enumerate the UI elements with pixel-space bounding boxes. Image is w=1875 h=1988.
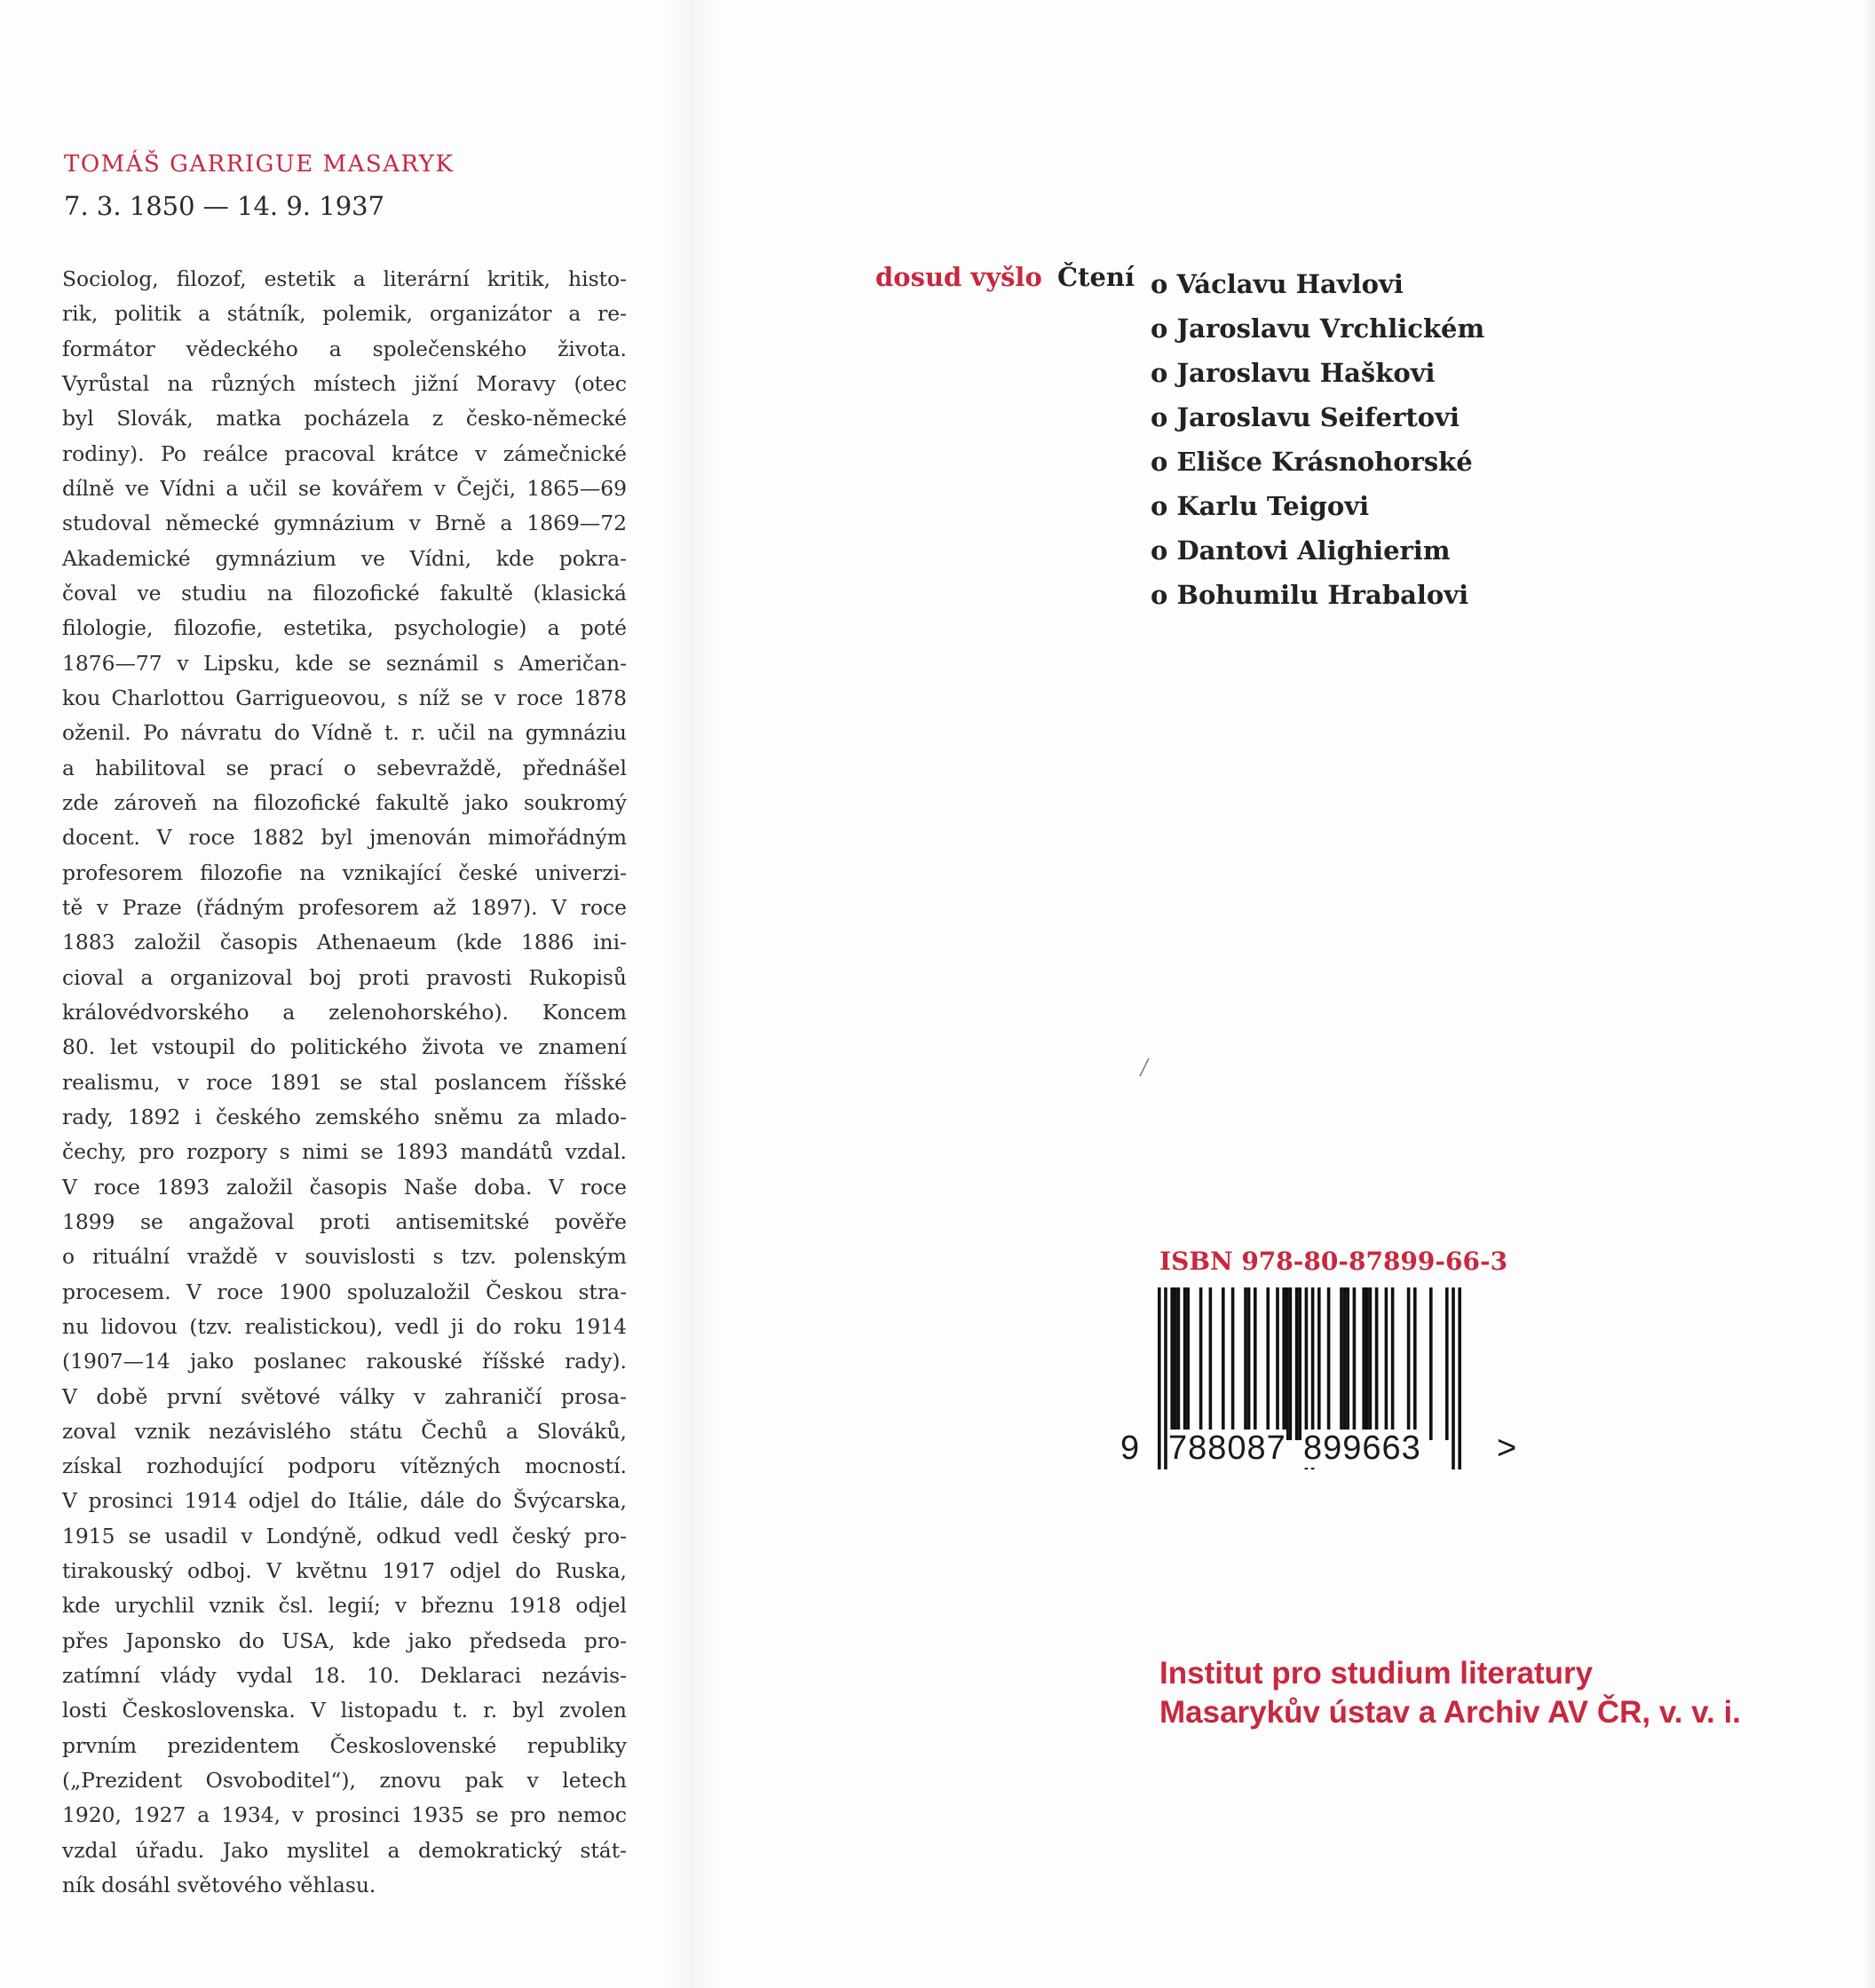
barcode-bar <box>1429 1287 1433 1440</box>
spine-shadow <box>664 0 717 1988</box>
barcode-quiet-mark: > <box>1497 1430 1518 1467</box>
barcode-bar <box>1327 1287 1331 1440</box>
series-title: o Karlu Teigovi <box>1151 491 1370 521</box>
bio-line: oženil. Po návratu do Vídně t. r. učil na gymnáziu <box>62 720 627 746</box>
barcode-bar <box>1186 1287 1190 1440</box>
bio-line: zoval vznik nezávislého státu Čechů a Slováků, <box>62 1418 627 1444</box>
barcode-bar <box>1369 1287 1373 1440</box>
barcode-bar <box>1346 1287 1349 1440</box>
barcode-bar <box>1353 1287 1357 1440</box>
series-label: dosud vyšlo <box>875 262 1042 292</box>
bio-line: čechy, pro rozpory s nimi se 1893 mandátů vzdal. <box>62 1139 627 1165</box>
barcode-bar <box>1247 1287 1251 1440</box>
barcode-bar <box>1340 1287 1343 1440</box>
series-title: o Václavu Havlovi <box>1151 269 1404 299</box>
bio-line: V roce 1893 založil časopis Naše doba. V roce <box>62 1174 627 1200</box>
bio-line: ník dosáhl světového věhlasu. <box>62 1873 376 1898</box>
bio-line: 1915 se usadil v Londýně, odkud vedl český pro- <box>62 1523 627 1548</box>
barcode-bar <box>1343 1287 1347 1440</box>
barcode-bar <box>1295 1287 1299 1440</box>
bio-line: Sociolog, filozof, estetik a literární kritik, histo- <box>62 266 627 291</box>
barcode-bar <box>1254 1287 1257 1440</box>
series-title: o Elišce Krásnohorské <box>1151 447 1473 477</box>
bio-line: rik, politik a státník, polemik, organizátor a re- <box>62 301 627 327</box>
cover-edge <box>1863 0 1875 1988</box>
barcode-bar <box>1209 1287 1213 1440</box>
bio-line: vzdal úřadu. Jako myslitel a demokratický stát- <box>62 1837 627 1863</box>
bio-line: čoval ve studiu na filozofické fakultě (klasická <box>62 580 627 606</box>
bio-line: zde zároveň na filozofické fakultě jako soukromý <box>62 789 627 815</box>
barcode-bar <box>1222 1287 1225 1440</box>
series-prefix: Čtení <box>1057 262 1135 292</box>
barcode-bar <box>1170 1287 1174 1440</box>
bio-line: nu lidovou (tzv. realistickou), vedl ji do roku 1914 <box>62 1313 627 1339</box>
scan-mark <box>1138 1057 1151 1078</box>
series-title: o Jaroslavu Seifertovi <box>1151 402 1460 432</box>
bio-line: (1907—14 jako poslanec rakouské říšské rady). <box>62 1349 627 1374</box>
barcode-digits <box>1120 1430 1529 1474</box>
bio-line: 1883 založil časopis Athenaeum (kde 1886 ini- <box>62 930 627 955</box>
series-title: o Dantovi Alighierim <box>1151 535 1451 566</box>
bio-line: dílně ve Vídni a učil se kovářem v Čejči, 1865—69 <box>62 475 627 501</box>
bio-line: formátor vědeckého a společenského života. <box>62 336 627 361</box>
bio-line: prvním prezidentem Československé republiky <box>62 1732 627 1758</box>
bio-line: byl Slovák, matka pocházela z česko-německé <box>62 406 627 432</box>
barcode-bar <box>1199 1287 1203 1440</box>
bio-line: losti Československa. V listopadu t. r. byl zvolen <box>62 1698 627 1723</box>
bio-line: filologie, filozofie, estetika, psychologie) a poté <box>62 615 627 641</box>
bio-line: realismu, v roce 1891 se stal poslancem říšské <box>62 1069 627 1095</box>
barcode-bar <box>1276 1287 1279 1440</box>
publisher-line-2: Masarykův ústav a Archiv AV ČR, v. v. i. <box>1159 1695 1741 1730</box>
series-title-list <box>1151 262 1484 617</box>
barcode-bar <box>1289 1287 1293 1440</box>
barcode-digit-group-right: 899663 <box>1303 1430 1421 1467</box>
bio-line: procesem. V roce 1900 spoluzaložil Českou stra- <box>62 1279 627 1304</box>
bio-line: královédvorského a zelenohorského). Koncem <box>62 999 627 1025</box>
bio-line: 1899 se angažoval proti antisemitské pověře <box>62 1208 627 1234</box>
bio-line: tě v Praze (řádným profesorem až 1897). V roce <box>62 894 627 920</box>
barcode-digit-first: 9 <box>1120 1430 1141 1467</box>
bio-line: 1920, 1927 a 1934, v prosinci 1935 se pro nemoc <box>62 1802 627 1828</box>
author-dates: 7. 3. 1850 — 14. 9. 1937 <box>64 191 385 221</box>
barcode-bar <box>1413 1287 1417 1440</box>
bio-line: V prosinci 1914 odjel do Itálie, dále do Švýcarska, <box>62 1488 627 1514</box>
bio-line: kou Charlottou Garrigueovou, s níž se v roce 1878 <box>62 685 627 710</box>
bio-line: („Prezident Osvoboditel“), znovu pak v letech <box>62 1768 627 1794</box>
barcode-bar <box>1282 1287 1286 1440</box>
isbn-label: ISBN 978-80-87899-66-3 <box>1159 1247 1508 1276</box>
author-name: TOMÁŠ GARRIGUE MASARYK <box>64 151 455 178</box>
bio-line: o rituální vraždě v souvislosti s tzv. polenským <box>62 1244 627 1270</box>
bio-line: 80. let vstoupil do politického života ve znamení <box>62 1034 627 1060</box>
bio-line: Akademické gymnázium ve Vídni, kde pokra- <box>62 545 627 571</box>
series-title: o Bohumilu Hrabalovi <box>1151 580 1469 610</box>
publisher-line-1: Institut pro studium literatury <box>1159 1656 1594 1691</box>
bio-line: rodiny). Po reálce pracoval krátce v zámečnické <box>62 440 627 466</box>
series-title: o Jaroslavu Vrchlickém <box>1151 313 1485 344</box>
barcode-bar <box>1317 1287 1321 1440</box>
author-biography <box>62 262 627 1903</box>
barcode-bar <box>1231 1287 1235 1440</box>
barcode-bar <box>1391 1287 1395 1440</box>
barcode-bar <box>1362 1287 1365 1440</box>
bio-line: rady, 1892 i českého zemského sněmu za mlado- <box>62 1104 627 1129</box>
barcode-bar <box>1266 1287 1270 1440</box>
barcode-bar <box>1445 1287 1449 1440</box>
barcode-bar <box>1286 1287 1289 1440</box>
bio-line: 1876—77 v Lipsku, kde se seznámil s Američan- <box>62 650 627 676</box>
barcode-bar <box>1298 1287 1301 1440</box>
bio-line: cioval a organizoval boj proti pravosti Rukopisů <box>62 964 627 990</box>
bio-line: V době první světové války v zahraničí prosa- <box>62 1383 627 1409</box>
publisher-block <box>1159 1654 1741 1732</box>
bio-line: získal rozhodující podporu vítězných mocností. <box>62 1453 627 1479</box>
bio-line: a habilitoval se prací o sebevraždě, přednášel <box>62 755 627 780</box>
bio-line: přes Japonsko do USA, kde jako předseda pro- <box>62 1628 627 1653</box>
barcode-digit-group-left: 788087 <box>1168 1430 1286 1467</box>
bio-line: zatímní vlády vydal 18. 10. Deklaraci nezávis- <box>62 1663 627 1689</box>
barcode-bar <box>1407 1287 1411 1440</box>
bio-line: Vyrůstal na různých místech jižní Moravy (otec <box>62 370 627 396</box>
bio-line: profesorem filozofie na vznikající české univerzi- <box>62 859 627 885</box>
bio-line: kde urychlil vznik čsl. legií; v březnu 1918 odjel <box>62 1593 627 1619</box>
bio-line: studoval německé gymnázium v Brně a 1869—72 <box>62 511 627 536</box>
barcode-bar <box>1174 1287 1177 1440</box>
series-title: o Jaroslavu Haškovi <box>1151 358 1436 388</box>
barcode-bar <box>1365 1287 1369 1440</box>
barcode-bar <box>1385 1287 1388 1440</box>
barcode-bar <box>1244 1287 1247 1440</box>
bio-line: tirakouský odboj. V květnu 1917 odjel do Ruska, <box>62 1558 627 1584</box>
barcode-bar <box>1183 1287 1187 1440</box>
bio-line: docent. V roce 1882 byl jmenován mimořádným <box>62 825 627 851</box>
barcode-bar <box>1375 1287 1379 1440</box>
barcode-bar <box>1177 1287 1181 1440</box>
